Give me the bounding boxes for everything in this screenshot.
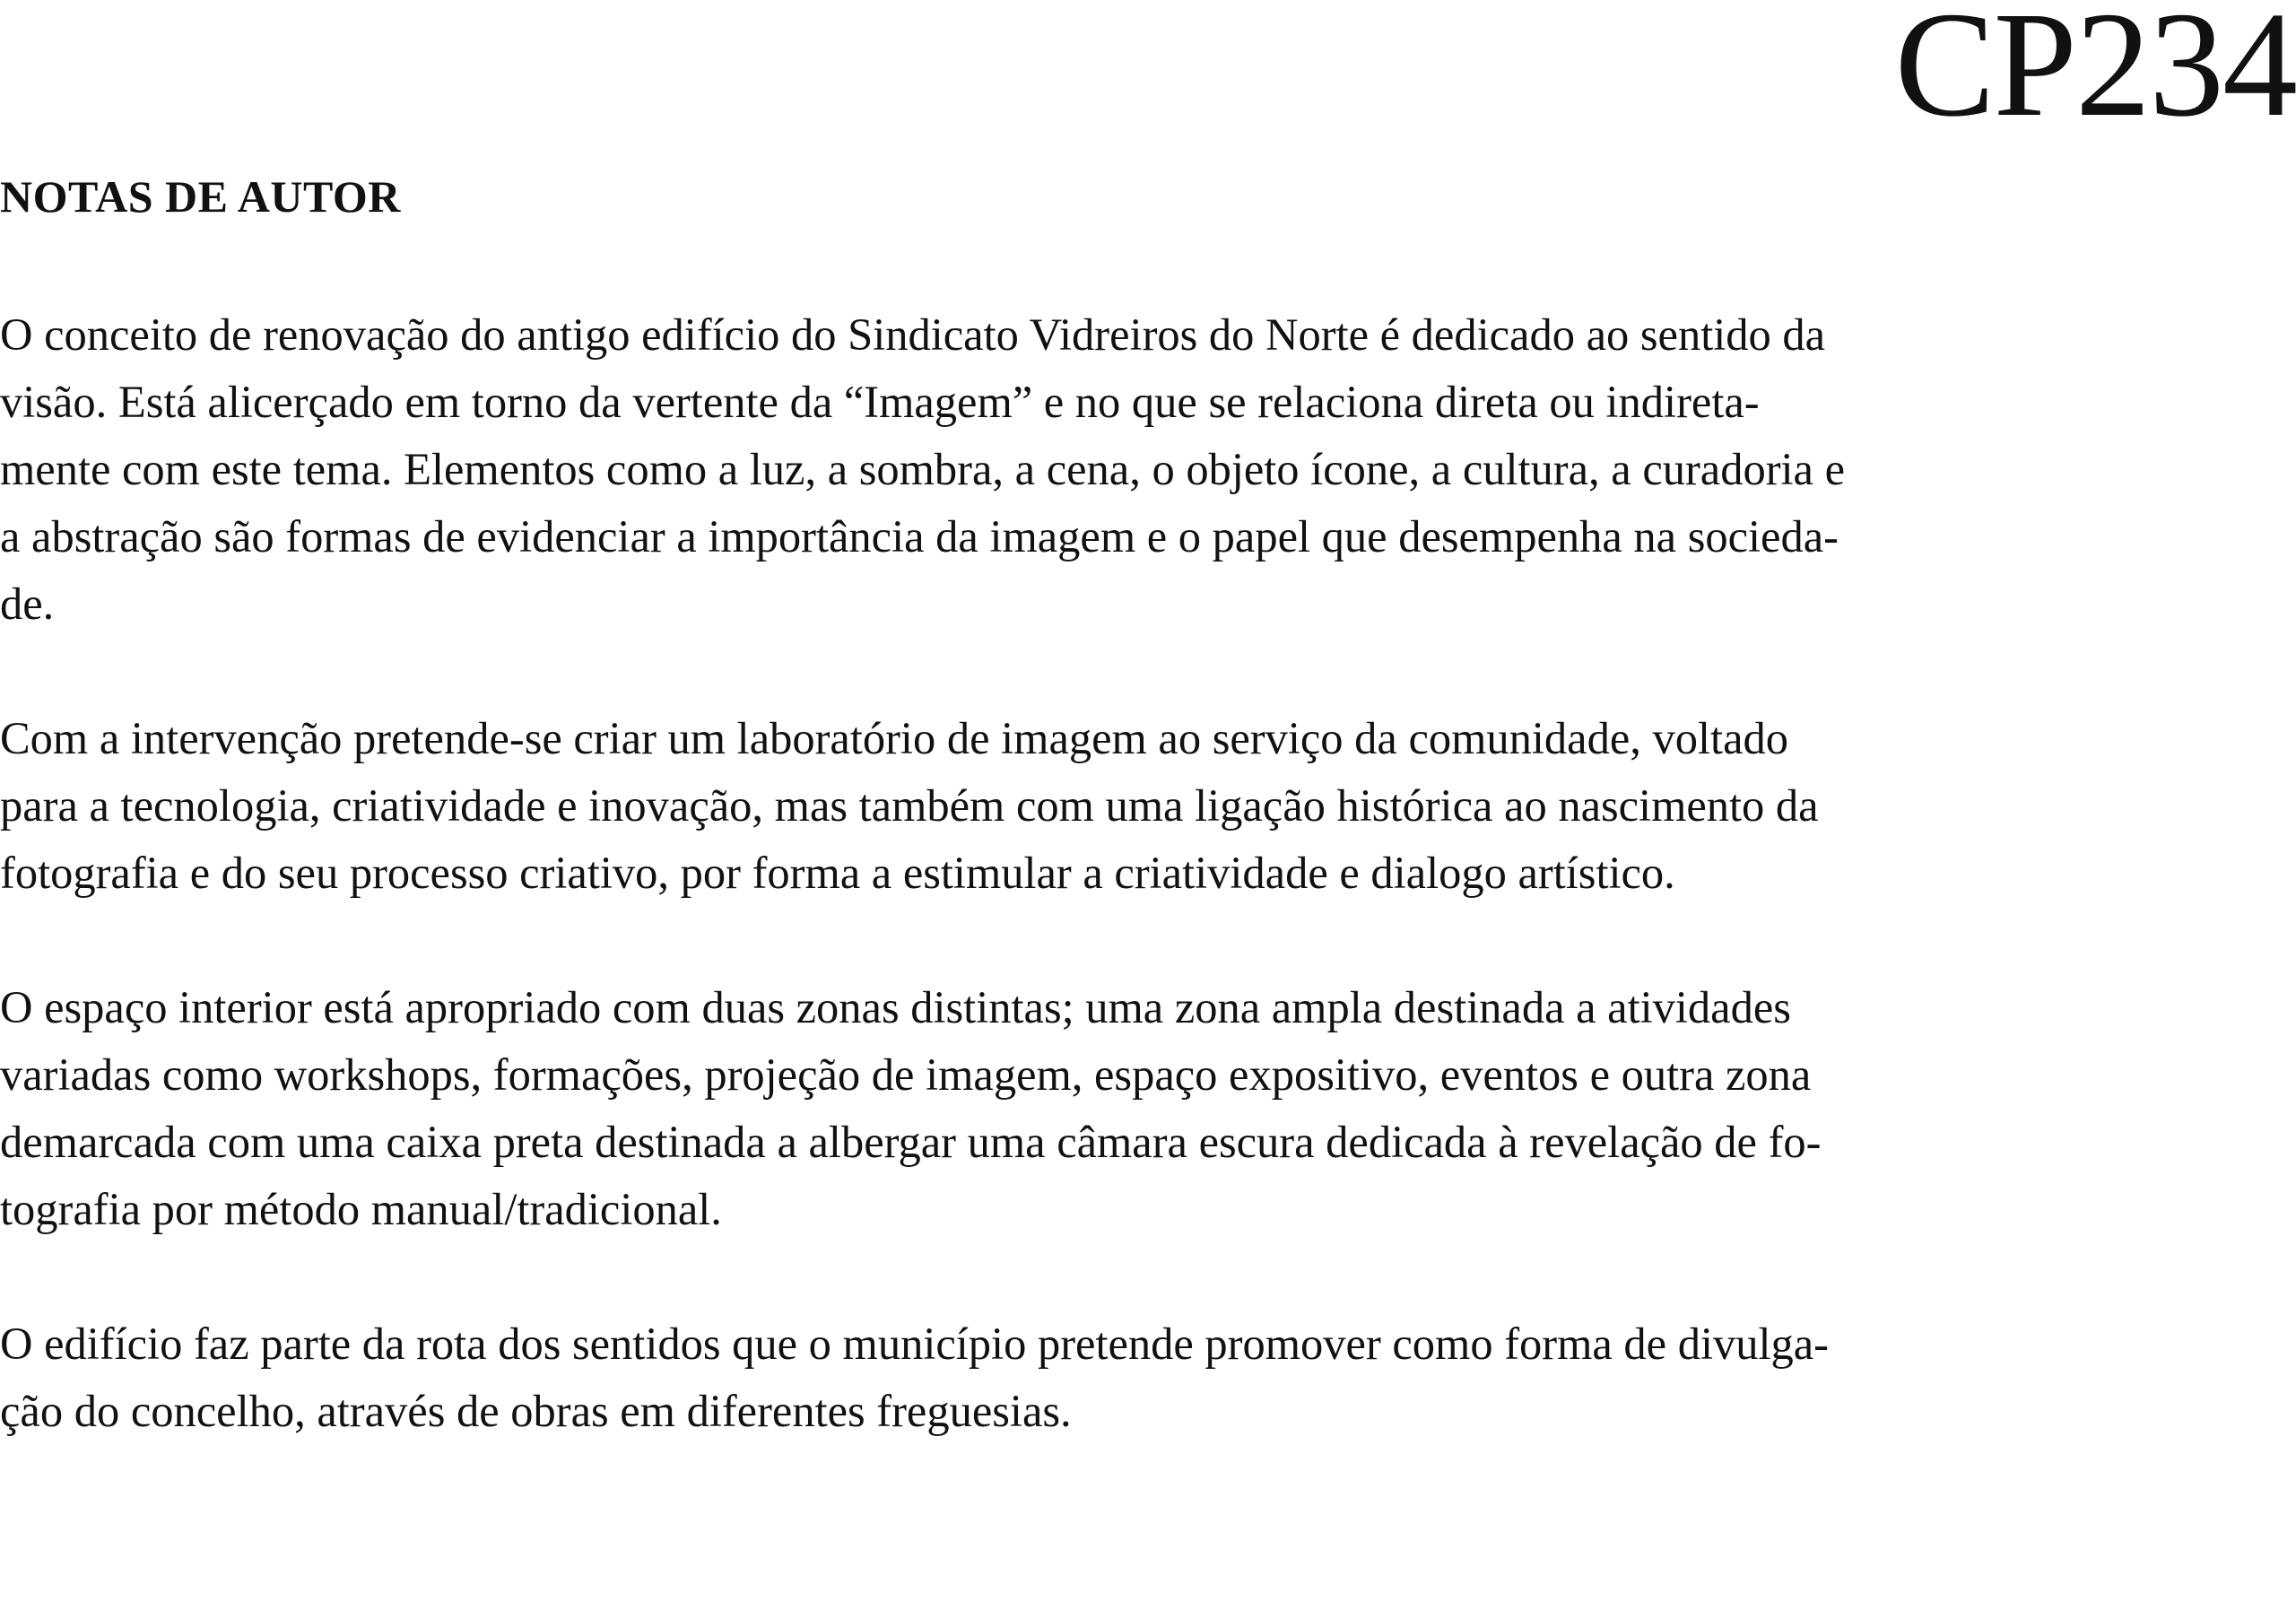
paragraph-2: [0, 705, 2292, 907]
text-line: fotografia e do seu processo criativo, por forma a estimular a criatividade e dialogo artístico.: [0, 848, 1675, 898]
text-line: mente com este tema. Elementos como a luz, a sombra, a cena, o objeto ícone, a cultura, a curadoria e: [0, 444, 1846, 494]
paragraph-3: [0, 974, 2292, 1243]
text-line: variadas como workshops, formações, projeção de imagem, espaço expositivo, eventos e outra zona: [0, 1049, 1812, 1100]
paragraph-1: [0, 301, 2292, 638]
text-line: visão. Está alicerçado em torno da vertente da “Imagem” e no que se relaciona direta ou indireta-: [0, 377, 1760, 427]
text-line: ção do concelho, através de obras em diferentes freguesias.: [0, 1386, 1072, 1436]
text-line: O conceito de renovação do antigo edifício do Sindicato Vidreiros do Norte é dedicado ao sentido da: [0, 309, 1826, 360]
section-heading: NOTAS DE AUTOR: [0, 171, 401, 222]
author-notes-body: [0, 301, 2292, 1512]
text-line: demarcada com uma caixa preta destinada a albergar uma câmara escura dedicada à revelação de fo-: [0, 1117, 1822, 1167]
text-line: a abstração são formas de evidenciar a importância da imagem e o papel que desempenha na socieda-: [0, 511, 1839, 562]
text-line: tografia por método manual/tradicional.: [0, 1184, 722, 1234]
text-line: O edifício faz parte da rota dos sentidos que o município pretende promover como forma de divulga-: [0, 1319, 1829, 1369]
text-line: de.: [0, 579, 55, 629]
text-line: Com a intervenção pretende-se criar um laboratório de imagem ao serviço da comunidade, voltado: [0, 713, 1788, 763]
document-code: CP234: [1894, 0, 2296, 148]
text-line: O espaço interior está apropriado com duas zonas distintas; uma zona ampla destinada a atividades: [0, 982, 1791, 1032]
text-line: para a tecnologia, criatividade e inovação, mas também com uma ligação histórica ao nascimento da: [0, 780, 1819, 831]
paragraph-4: [0, 1310, 2292, 1445]
